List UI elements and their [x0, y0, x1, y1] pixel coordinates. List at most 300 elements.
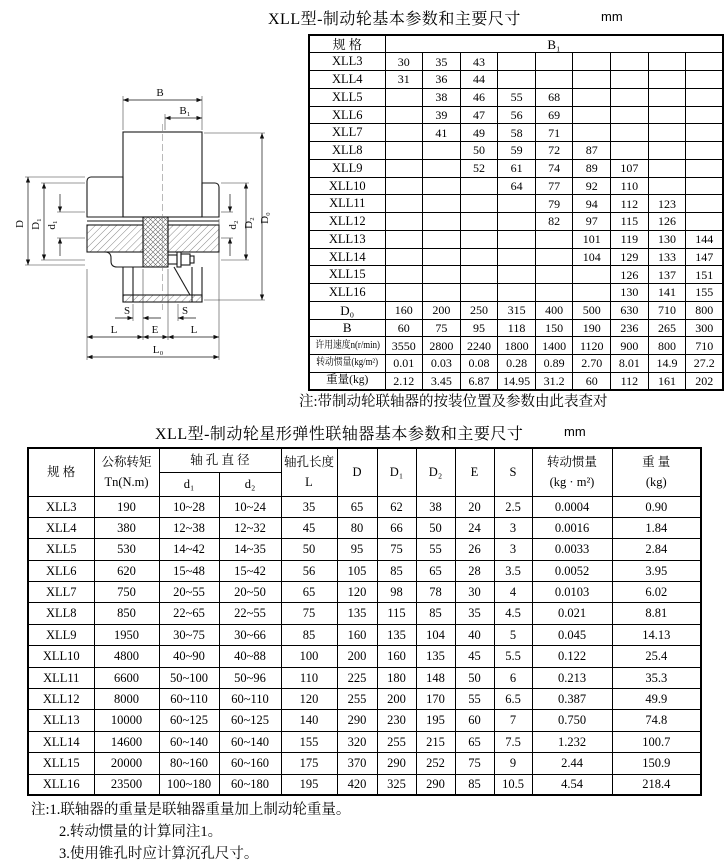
value-cell: 400	[535, 301, 573, 319]
value-cell	[423, 266, 461, 284]
value-cell: 60	[573, 372, 611, 390]
value-cell: 65	[281, 582, 337, 603]
value-cell	[535, 266, 573, 284]
value-cell: 47	[460, 106, 498, 124]
param-label: B	[342, 320, 352, 336]
value-cell: 750	[94, 582, 159, 603]
value-cell: 4.54	[532, 774, 612, 795]
value-cell	[385, 284, 423, 302]
value-cell	[498, 266, 536, 284]
value-cell: 137	[648, 266, 686, 284]
value-cell	[611, 142, 649, 160]
value-cell: 75	[423, 319, 461, 337]
param-label: 重量(kg)	[326, 374, 369, 387]
value-cell	[573, 106, 611, 124]
value-cell: 112	[611, 195, 649, 213]
value-cell: 35	[281, 496, 337, 517]
value-cell: 10~24	[219, 496, 281, 517]
value-cell	[498, 213, 536, 231]
spec-cell: XLL13	[28, 710, 94, 731]
value-cell: 0.045	[532, 624, 612, 645]
b1-header-cell: B₁	[385, 35, 723, 53]
table-row	[309, 195, 723, 213]
table-row	[28, 646, 701, 667]
value-cell: 14~42	[159, 539, 219, 560]
value-cell: 0.01	[385, 355, 423, 373]
value-cell: 0.0016	[532, 517, 612, 538]
table-row	[28, 710, 701, 731]
value-cell: 38	[423, 88, 461, 106]
value-cell: 31.2	[535, 372, 573, 390]
table-header-row	[309, 35, 723, 53]
value-cell	[686, 195, 724, 213]
bore-length-header-line2: L	[305, 475, 313, 490]
value-cell: 0.213	[532, 667, 612, 688]
value-cell: 8.81	[612, 603, 701, 624]
spec-cell: XLL4	[28, 517, 94, 538]
value-cell: 28	[455, 560, 494, 581]
value-cell: 2240	[460, 337, 498, 355]
value-cell: 92	[573, 177, 611, 195]
spec-cell: XLL14	[28, 731, 94, 752]
value-cell	[385, 159, 423, 177]
footnote-3: 3.使用锥孔时应计算沉孔尺寸。	[59, 846, 259, 862]
value-cell: 75	[281, 603, 337, 624]
value-cell	[535, 53, 573, 71]
value-cell	[648, 177, 686, 195]
spec-cell: XLL4	[309, 71, 385, 89]
value-cell: 218.4	[612, 774, 701, 795]
value-cell: 120	[281, 689, 337, 710]
spec-cell: XLL14	[309, 248, 385, 266]
spec-cell: XLL15	[28, 753, 94, 774]
value-cell	[573, 88, 611, 106]
value-cell: 60~160	[219, 753, 281, 774]
table-row	[28, 624, 701, 645]
value-cell: 44	[460, 71, 498, 89]
value-cell	[385, 124, 423, 142]
value-cell: 710	[648, 301, 686, 319]
spec-cell: XLL6	[309, 106, 385, 124]
value-cell	[573, 124, 611, 142]
value-cell: 10000	[94, 710, 159, 731]
value-cell: 40	[455, 624, 494, 645]
D-header-cell: D	[337, 448, 377, 496]
table-row	[309, 355, 723, 373]
value-cell: 8.01	[611, 355, 649, 373]
spec-cell: XLL11	[28, 667, 94, 688]
spec-cell: XLL16	[309, 284, 385, 302]
value-cell	[535, 71, 573, 89]
value-cell	[460, 266, 498, 284]
value-cell: 41	[423, 124, 461, 142]
value-cell: 144	[686, 230, 724, 248]
dim-label-E: E	[151, 324, 159, 336]
value-cell: 100.7	[612, 731, 701, 752]
value-cell: 900	[611, 337, 649, 355]
table-row	[28, 753, 701, 774]
value-cell: 65	[455, 731, 494, 752]
d2-header-cell: d₂	[219, 472, 281, 496]
table-row	[309, 248, 723, 266]
value-cell: 3	[494, 539, 532, 560]
table-row	[309, 284, 723, 302]
value-cell: 40~90	[159, 646, 219, 667]
value-cell: 530	[94, 539, 159, 560]
value-cell	[648, 106, 686, 124]
value-cell: 133	[648, 248, 686, 266]
value-cell: 0.750	[532, 710, 612, 731]
table-row	[309, 124, 723, 142]
table-row	[309, 301, 723, 319]
value-cell: 69	[535, 106, 573, 124]
value-cell	[385, 88, 423, 106]
value-cell: 35	[455, 603, 494, 624]
value-cell: 1120	[573, 337, 611, 355]
value-cell	[686, 159, 724, 177]
weight-header-line1: 重 量	[642, 455, 671, 470]
value-cell: 147	[686, 248, 724, 266]
table-row	[28, 774, 701, 795]
value-cell: 55	[416, 539, 455, 560]
value-cell: 630	[611, 301, 649, 319]
value-cell: 800	[686, 301, 724, 319]
value-cell: 25.4	[612, 646, 701, 667]
value-cell: 39	[423, 106, 461, 124]
table-row	[28, 496, 701, 517]
value-cell: 290	[337, 710, 377, 731]
param-label-cell	[309, 337, 385, 355]
value-cell: 60~110	[159, 689, 219, 710]
dim-label-D: D	[14, 220, 26, 228]
value-cell: 195	[281, 774, 337, 795]
E-header-cell: E	[455, 448, 494, 496]
value-cell: 49.9	[612, 689, 701, 710]
spec-cell: XLL9	[28, 624, 94, 645]
coupling-params-table	[27, 447, 702, 796]
spec-cell: XLL6	[28, 560, 94, 581]
value-cell: 118	[498, 319, 536, 337]
torque-header-line1: 公称转矩	[101, 455, 152, 470]
value-cell: 148	[416, 667, 455, 688]
value-cell	[385, 195, 423, 213]
value-cell: 230	[377, 710, 416, 731]
value-cell: 30~75	[159, 624, 219, 645]
value-cell: 1950	[94, 624, 159, 645]
value-cell	[686, 213, 724, 231]
coupling-section-drawing	[8, 72, 303, 372]
value-cell: 151	[686, 266, 724, 284]
value-cell: 1.84	[612, 517, 701, 538]
value-cell	[573, 53, 611, 71]
value-cell: 4800	[94, 646, 159, 667]
value-cell: 252	[416, 753, 455, 774]
table-row	[309, 88, 723, 106]
value-cell: 0.89	[535, 355, 573, 373]
dim-label-S-left: S	[123, 305, 131, 317]
value-cell: 290	[377, 753, 416, 774]
param-label-cell	[309, 372, 385, 390]
spec-cell: XLL5	[309, 88, 385, 106]
value-cell: 265	[648, 319, 686, 337]
value-cell: 40~88	[219, 646, 281, 667]
value-cell: 9	[494, 753, 532, 774]
value-cell: 2.44	[532, 753, 612, 774]
value-cell: 2.70	[573, 355, 611, 373]
param-label: 许用速度n(r/min)	[314, 339, 380, 351]
value-cell: 77	[535, 177, 573, 195]
value-cell: 85	[416, 603, 455, 624]
value-cell: 100	[281, 646, 337, 667]
value-cell: 78	[416, 582, 455, 603]
value-cell: 155	[281, 731, 337, 752]
value-cell: 200	[337, 646, 377, 667]
spec-header-cell: 规 格	[28, 448, 94, 496]
footnote-2: 2.转动惯量的计算同注1。	[59, 824, 223, 840]
value-cell: 161	[648, 372, 686, 390]
value-cell: 710	[686, 337, 724, 355]
value-cell: 420	[337, 774, 377, 795]
value-cell: 0.08	[460, 355, 498, 373]
value-cell	[423, 159, 461, 177]
value-cell: 79	[535, 195, 573, 213]
value-cell: 60~125	[159, 710, 219, 731]
table-row	[309, 53, 723, 71]
value-cell: 6.87	[460, 372, 498, 390]
value-cell: 14.95	[498, 372, 536, 390]
value-cell: 66	[377, 517, 416, 538]
spec-cell: XLL10	[28, 646, 94, 667]
value-cell	[686, 53, 724, 71]
value-cell: 59	[498, 142, 536, 160]
inertia-header-line2: (kg · m²)	[549, 475, 595, 490]
value-cell: 55	[498, 88, 536, 106]
value-cell: 64	[498, 177, 536, 195]
value-cell: 129	[611, 248, 649, 266]
value-cell: 370	[337, 753, 377, 774]
value-cell	[611, 106, 649, 124]
value-cell: 3	[494, 517, 532, 538]
value-cell: 38	[416, 496, 455, 517]
table-row	[28, 539, 701, 560]
value-cell: 1800	[498, 337, 536, 355]
value-cell: 45	[281, 517, 337, 538]
brake-wheel-params-table	[308, 34, 724, 391]
value-cell: 180	[377, 667, 416, 688]
value-cell: 43	[460, 53, 498, 71]
value-cell	[535, 230, 573, 248]
table-row	[28, 689, 701, 710]
value-cell: 20~50	[219, 582, 281, 603]
value-cell: 126	[648, 213, 686, 231]
value-cell: 82	[535, 213, 573, 231]
value-cell: 20	[455, 496, 494, 517]
value-cell: 120	[337, 582, 377, 603]
value-cell: 23500	[94, 774, 159, 795]
dim-label-B1: B₁	[179, 105, 191, 117]
value-cell: 380	[94, 517, 159, 538]
spec-cell: XLL3	[309, 53, 385, 71]
value-cell: 160	[377, 646, 416, 667]
value-cell: 68	[535, 88, 573, 106]
value-cell: 135	[416, 646, 455, 667]
table2-unit-label: mm	[564, 424, 586, 439]
value-cell: 95	[460, 319, 498, 337]
value-cell: 75	[455, 753, 494, 774]
value-cell	[460, 248, 498, 266]
value-cell: 58	[498, 124, 536, 142]
param-label-cell	[309, 319, 385, 337]
table-row	[28, 517, 701, 538]
value-cell: 315	[498, 301, 536, 319]
dim-label-d2: d₂	[227, 220, 239, 230]
spec-cell: XLL15	[309, 266, 385, 284]
value-cell: 30~66	[219, 624, 281, 645]
value-cell	[385, 142, 423, 160]
footnote-1: 注:1.联轴器的重量是联轴器重量加上制动轮重量。	[31, 802, 351, 818]
value-cell: 500	[573, 301, 611, 319]
value-cell: 0.0052	[532, 560, 612, 581]
value-cell	[686, 177, 724, 195]
spec-cell: XLL8	[309, 142, 385, 160]
value-cell: 2.12	[385, 372, 423, 390]
value-cell: 35	[423, 53, 461, 71]
value-cell	[611, 124, 649, 142]
value-cell: 160	[385, 301, 423, 319]
value-cell: 107	[611, 159, 649, 177]
value-cell: 126	[611, 266, 649, 284]
weight-header-cell	[612, 448, 701, 496]
value-cell	[460, 284, 498, 302]
value-cell: 2.5	[494, 496, 532, 517]
value-cell: 195	[416, 710, 455, 731]
dim-label-D2: D₂	[243, 217, 255, 229]
spec-cell: XLL9	[309, 159, 385, 177]
value-cell: 45	[455, 646, 494, 667]
value-cell: 130	[611, 284, 649, 302]
value-cell: 7.5	[494, 731, 532, 752]
value-cell: 6.02	[612, 582, 701, 603]
value-cell: 123	[648, 195, 686, 213]
value-cell	[498, 248, 536, 266]
value-cell	[648, 124, 686, 142]
value-cell: 100~180	[159, 774, 219, 795]
value-cell: 85	[377, 560, 416, 581]
value-cell	[385, 106, 423, 124]
value-cell: 12~38	[159, 517, 219, 538]
value-cell: 110	[281, 667, 337, 688]
value-cell	[423, 248, 461, 266]
value-cell	[648, 53, 686, 71]
table-row	[309, 230, 723, 248]
value-cell: 56	[498, 106, 536, 124]
value-cell: 27.2	[686, 355, 724, 373]
value-cell: 175	[281, 753, 337, 774]
value-cell: 62	[377, 496, 416, 517]
value-cell	[686, 88, 724, 106]
dim-label-D1: D₁	[30, 218, 42, 230]
value-cell: 60	[455, 710, 494, 731]
value-cell: 20~55	[159, 582, 219, 603]
table-row	[309, 106, 723, 124]
value-cell: 46	[460, 88, 498, 106]
dim-label-L-right: L	[190, 324, 198, 336]
spec-cell: XLL12	[309, 213, 385, 231]
spec-cell: XLL10	[309, 177, 385, 195]
value-cell: 0.03	[423, 355, 461, 373]
value-cell: 105	[337, 560, 377, 581]
value-cell: 300	[686, 319, 724, 337]
value-cell: 14.9	[648, 355, 686, 373]
dim-label-d1: d₁	[46, 220, 58, 230]
value-cell: 200	[377, 689, 416, 710]
value-cell	[423, 213, 461, 231]
value-cell	[498, 71, 536, 89]
value-cell: 8000	[94, 689, 159, 710]
value-cell: 5.5	[494, 646, 532, 667]
value-cell: 50	[455, 667, 494, 688]
table1-title: XLL型-制动轮基本参数和主要尺寸	[268, 11, 521, 28]
value-cell: 80~160	[159, 753, 219, 774]
value-cell: 65	[337, 496, 377, 517]
value-cell	[686, 71, 724, 89]
value-cell	[385, 230, 423, 248]
value-cell: 6	[494, 667, 532, 688]
value-cell: 22~65	[159, 603, 219, 624]
param-label: D₀	[340, 302, 355, 318]
value-cell: 0.28	[498, 355, 536, 373]
value-cell: 52	[460, 159, 498, 177]
value-cell: 200	[423, 301, 461, 319]
dim-label-L0: L₀	[152, 344, 164, 356]
param-label-cell	[309, 301, 385, 319]
table-row	[28, 603, 701, 624]
value-cell: 50	[460, 142, 498, 160]
value-cell	[385, 248, 423, 266]
value-cell: 101	[573, 230, 611, 248]
D1-header-cell: D₁	[377, 448, 416, 496]
table-row	[309, 266, 723, 284]
d1-header-cell: d₁	[159, 472, 219, 496]
value-cell: 3.5	[494, 560, 532, 581]
value-cell: 150.9	[612, 753, 701, 774]
value-cell: 12~32	[219, 517, 281, 538]
inertia-header-cell	[532, 448, 612, 496]
value-cell: 5	[494, 624, 532, 645]
value-cell: 85	[281, 624, 337, 645]
value-cell: 140	[281, 710, 337, 731]
table-row	[28, 667, 701, 688]
value-cell: 0.021	[532, 603, 612, 624]
table1-unit-label: mm	[601, 9, 623, 24]
value-cell: 0.387	[532, 689, 612, 710]
value-cell: 72	[535, 142, 573, 160]
value-cell: 7	[494, 710, 532, 731]
value-cell	[423, 230, 461, 248]
coupling-outline	[87, 132, 219, 302]
value-cell	[611, 71, 649, 89]
dim-label-B: B	[156, 87, 164, 99]
value-cell: 95	[337, 539, 377, 560]
value-cell: 60~110	[219, 689, 281, 710]
value-cell: 24	[455, 517, 494, 538]
value-cell	[423, 177, 461, 195]
value-cell: 74	[535, 159, 573, 177]
value-cell	[648, 159, 686, 177]
value-cell: 2800	[423, 337, 461, 355]
value-cell: 60	[385, 319, 423, 337]
value-cell: 190	[573, 319, 611, 337]
